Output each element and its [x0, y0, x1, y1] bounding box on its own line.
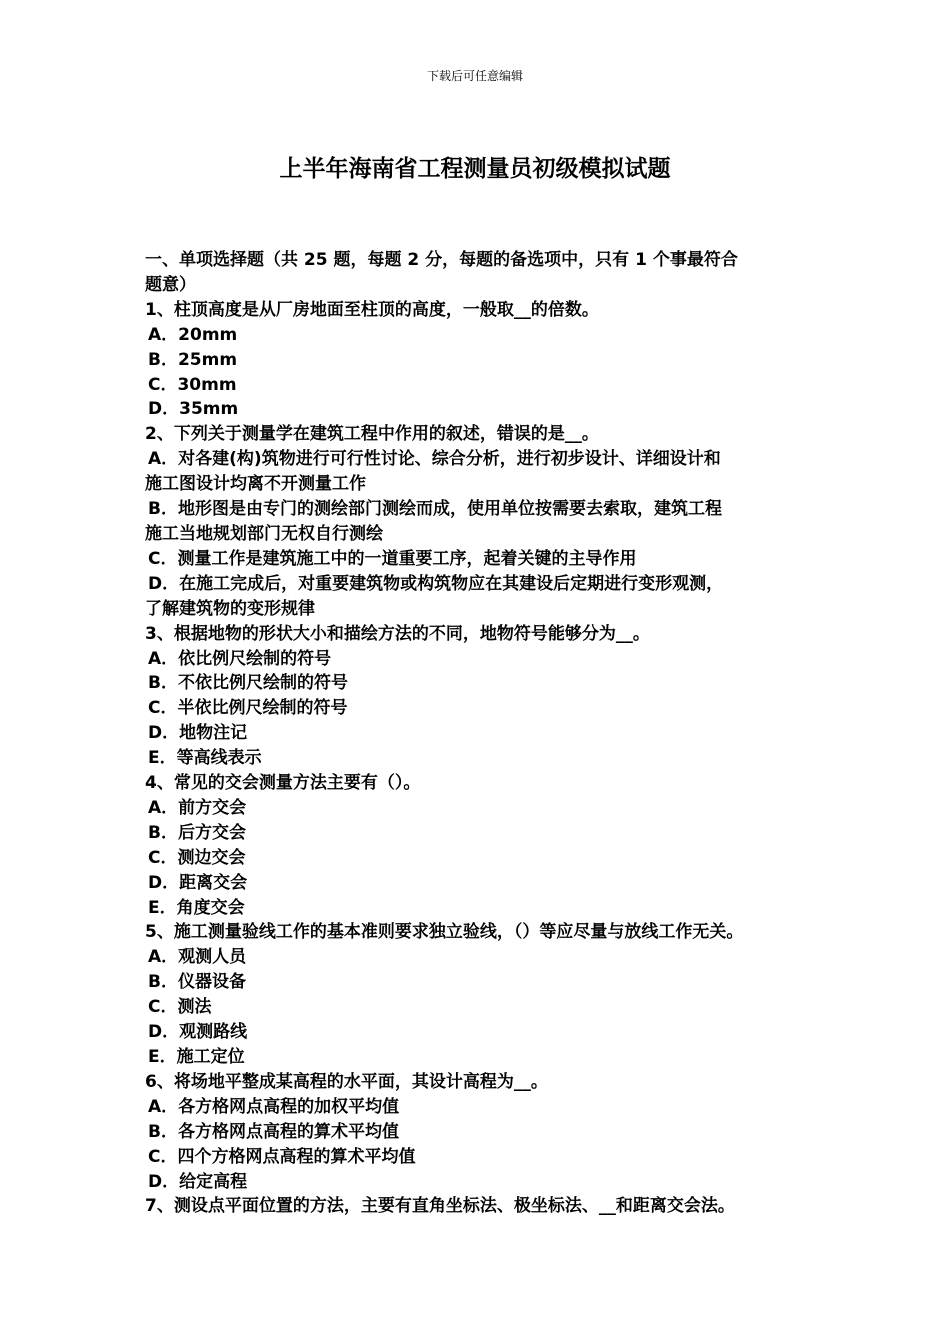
- question-stem: 3、根据地物的形状大小和描绘方法的不同，地物符号能够分为__。: [145, 623, 650, 644]
- question-stem: 2、下列关于测量学在建筑工程中作用的叙述，错误的是__。: [145, 424, 599, 445]
- answer-option: B．各方格网点高程的算术平均值: [148, 1121, 399, 1142]
- question-item: [145, 771, 815, 920]
- answer-option: A．观测人员: [148, 947, 247, 968]
- answer-option: A．各方格网点高程的加权平均值: [148, 1096, 400, 1117]
- question-stem: 4、常见的交会测量方法主要有（）。: [145, 773, 421, 794]
- answer-option: D．地物注记: [148, 723, 248, 744]
- question-item: [145, 1194, 815, 1219]
- question-item: [145, 1070, 815, 1195]
- page-title: 上半年海南省工程测量员初级模拟试题: [279, 156, 671, 182]
- answer-option: C．测量工作是建筑施工中的一道重要工序，起着关键的主导作用: [148, 548, 637, 569]
- question-item: [145, 622, 815, 771]
- answer-option: B．25mm: [148, 349, 238, 370]
- answer-option: E．等高线表示: [148, 748, 262, 769]
- answer-option-continued: 施工当地规划部门无权自行测绘: [145, 523, 383, 544]
- question-stem: 7、测设点平面位置的方法，主要有直角坐标法、极坐标法、__和距离交会法。: [145, 1196, 735, 1217]
- document-body: [145, 248, 815, 1219]
- answer-option: D．给定高程: [148, 1171, 248, 1192]
- answer-option: A．对各建(构)筑物进行可行性讨论、综合分析，进行初步设计、详细设计和: [148, 449, 721, 470]
- answer-option-continued: 施工图设计均离不开测量工作: [145, 474, 366, 495]
- answer-option: C．30mm: [148, 374, 237, 395]
- answer-option: B．仪器设备: [148, 972, 246, 993]
- answer-option: E．施工定位: [148, 1047, 245, 1067]
- question-stem: 1、柱顶高度是从厂房地面至柱顶的高度，一般取__的倍数。: [145, 299, 599, 320]
- question-stem: 6、将场地平整成某高程的水平面，其设计高程为__。: [145, 1071, 548, 1092]
- answer-option: D．35mm: [148, 399, 239, 420]
- section-heading-line-2: 题意）: [145, 274, 196, 295]
- answer-option-continued: 了解建筑物的变形规律: [145, 598, 315, 619]
- answer-option: C．测法: [148, 997, 212, 1018]
- answer-option: B．后方交会: [148, 822, 246, 843]
- question-list: [145, 298, 815, 1220]
- answer-option: C．测边交会: [148, 847, 246, 868]
- question-item: [145, 920, 815, 1069]
- answer-option: E．角度交会: [148, 897, 245, 918]
- section-heading-line-1: 一、单项选择题（共 25 题，每题 2 分，每题的备选项中，只有 1 个事最符合: [145, 250, 738, 270]
- answer-option: C．四个方格网点高程的算术平均值: [148, 1146, 416, 1167]
- answer-option: D．观测路线: [148, 1022, 248, 1043]
- answer-option: D．距离交会: [148, 872, 248, 893]
- answer-option: A．前方交会: [148, 797, 247, 818]
- answer-option: C．半依比例尺绘制的符号: [148, 698, 348, 719]
- answer-option: A．依比例尺绘制的符号: [148, 648, 332, 669]
- header-note: 下载后可任意编辑: [426, 69, 523, 83]
- answer-option: B．地形图是由专门的测绘部门测绘而成，使用单位按需要去索取，建筑工程: [148, 499, 722, 520]
- question-item: [145, 298, 815, 423]
- answer-option: D．在施工完成后，对重要建筑物或构筑物应在其建设后定期进行变形观测，: [148, 573, 724, 594]
- question-stem: 5、施工测量验线工作的基本准则要求独立验线，（）等应尽量与放线工作无关。: [145, 922, 744, 943]
- question-item: [145, 422, 815, 621]
- answer-option: A．20mm: [148, 324, 238, 345]
- answer-option: B．不依比例尺绘制的符号: [148, 673, 348, 694]
